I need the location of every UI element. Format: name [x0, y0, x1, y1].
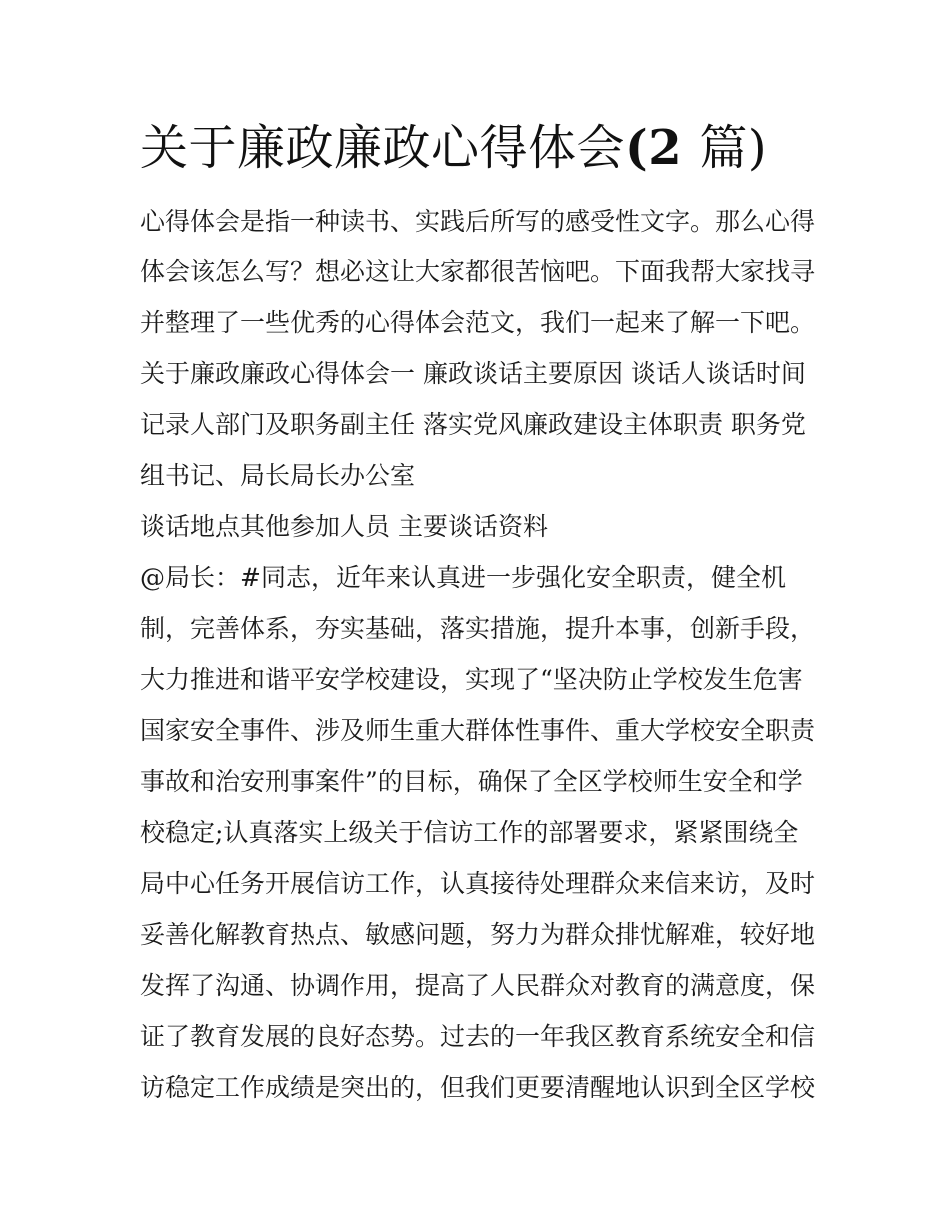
body-line-7: 谈话地点其他参加人员 主要谈话资料 — [140, 512, 548, 541]
body-line-5: 记录人部门及职务副主任 落实党风廉政建设主体职责 职务党 — [140, 410, 806, 439]
body-line-8: @局长：#同志，近年来认真进一步强化安全职责，健全机 — [140, 563, 786, 592]
title-text: 关于廉政廉政心得体会 — [140, 120, 626, 176]
body-line-12: 事故和治安刑事案件”的目标，确保了全区学校师生安全和学 — [140, 767, 803, 796]
body-line-1: 心得体会是指一种读书、实践后所写的感受性文字。那么心得 — [140, 207, 816, 236]
body-line-18: 访稳定工作成绩是突出的，但我们更要清醒地认识到全区学校 — [140, 1073, 816, 1102]
body-line-10: 大力推进和谐平安学校建设，实现了“坚决防止学校发生危害 — [140, 665, 803, 694]
body-line-15: 妥善化解教育热点、敏感问题，努力为群众排忧解难，较好地 — [140, 920, 816, 949]
body-line-2: 体会该怎么写？想必这让大家都很苦恼吧。下面我帮大家找寻 — [140, 257, 816, 286]
body-line-13: 校稳定;认真落实上级关于信访工作的部署要求，紧紧围绕全 — [140, 818, 799, 847]
body-line-14: 局中心任务开展信访工作，认真接待处理群众来信来访，及时 — [140, 869, 816, 898]
body-line-9: 制，完善体系，夯实基础，落实措施，提升本事，创新手段， — [140, 614, 816, 643]
body-line-4: 关于廉政廉政心得体会一 廉政谈话主要原因 谈话人谈话时间 — [140, 359, 806, 388]
body-line-11: 国家安全事件、涉及师生重大群体性事件、重大学校安全职责 — [140, 716, 816, 745]
title-number: (2 — [625, 120, 700, 176]
title-suffix: 篇) — [699, 120, 768, 176]
body-line-3: 并整理了一些优秀的心得体会范文，我们一起来了解一下吧。 — [140, 308, 816, 337]
document-title — [140, 116, 767, 180]
body-line-16: 发挥了沟通、协调作用，提高了人民群众对教育的满意度，保 — [140, 971, 816, 1000]
body-line-17: 证了教育发展的良好态势。过去的一年我区教育系统安全和信 — [140, 1022, 816, 1051]
body-line-6: 组书记、局长局长办公室 — [140, 461, 416, 490]
